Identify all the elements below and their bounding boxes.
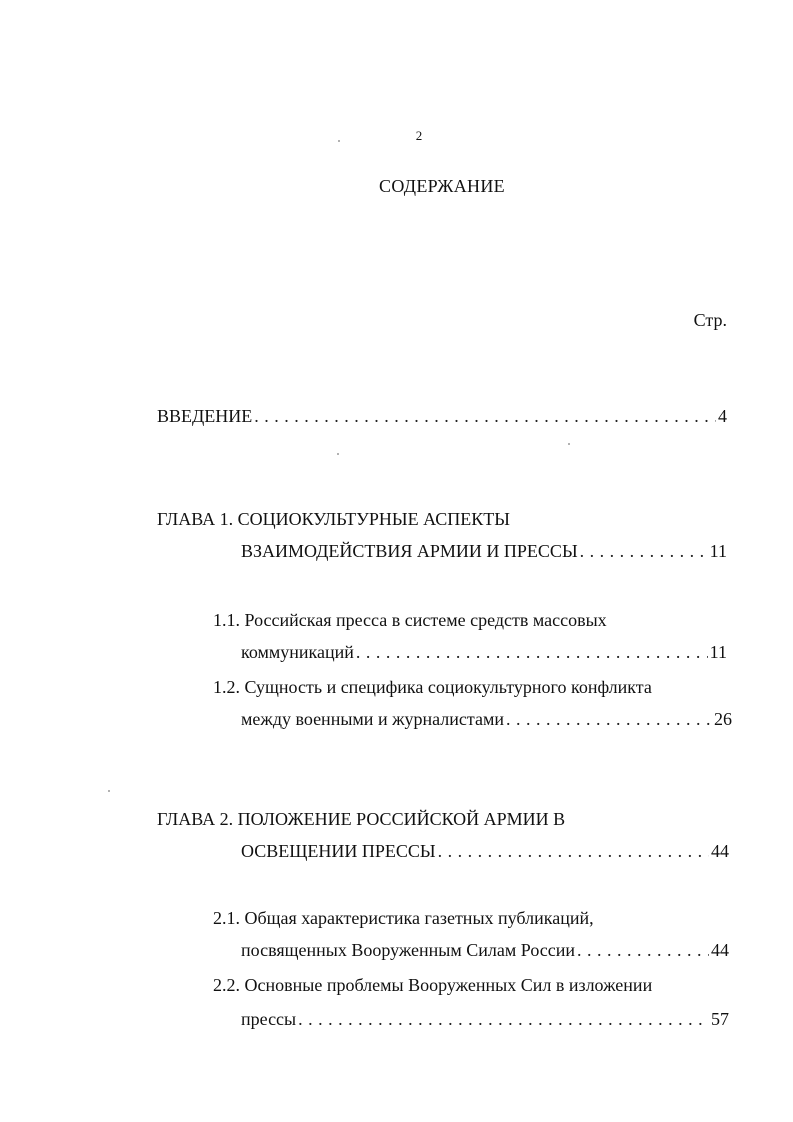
toc-entry-intro bbox=[157, 406, 727, 432]
toc-entry-page: 44 bbox=[711, 940, 729, 960]
toc-entry-page: 26 bbox=[714, 709, 732, 729]
toc-entry-page: 57 bbox=[711, 1009, 729, 1029]
toc-entry-text: ОСВЕЩЕНИИ ПРЕССЫ bbox=[241, 841, 436, 861]
dot-leader bbox=[577, 940, 709, 961]
page-column-label: Стр. bbox=[693, 310, 727, 330]
toc-entry-page: 11 bbox=[709, 541, 727, 561]
toc-chapter1-heading: ГЛАВА 1. СОЦИОКУЛЬТУРНЫЕ АСПЕКТЫ bbox=[157, 509, 510, 529]
toc-entry-text: посвященных Вооруженным Силам России bbox=[241, 940, 576, 960]
toc-entry-text: между военными и журналистами bbox=[241, 709, 504, 729]
toc-section-1-1 bbox=[241, 642, 727, 668]
scan-speck bbox=[108, 790, 110, 792]
toc-chapter1-subheading bbox=[241, 541, 727, 567]
scan-speck bbox=[568, 443, 570, 445]
scan-speck bbox=[338, 140, 340, 142]
toc-chapter2-subheading bbox=[241, 841, 729, 867]
dot-leader bbox=[506, 709, 712, 730]
toc-entry-page: 4 bbox=[718, 406, 727, 426]
toc-section-1-2-heading: 1.2. Сущность и специфика социокультурного конфликта bbox=[213, 677, 652, 697]
dot-leader bbox=[356, 642, 708, 663]
toc-section-2-2-heading: 2.2. Основные проблемы Вооруженных Сил в изложении bbox=[213, 975, 653, 995]
toc-section-1-1-heading: 1.1. Российская пресса в системе средств массовых bbox=[213, 610, 607, 630]
toc-section-1-2 bbox=[241, 709, 732, 735]
page-title: СОДЕРЖАНИЕ bbox=[379, 176, 505, 196]
toc-section-2-2 bbox=[241, 1009, 729, 1035]
toc-entry-text: коммуникаций bbox=[241, 642, 354, 662]
toc-section-2-1-heading: 2.1. Общая характеристика газетных публикаций, bbox=[213, 908, 594, 928]
toc-entry-text: ВЗАИМОДЕЙСТВИЯ АРМИИ И ПРЕССЫ bbox=[241, 541, 578, 561]
scan-speck bbox=[337, 453, 339, 455]
toc-section-2-1 bbox=[241, 940, 729, 966]
dot-leader bbox=[438, 841, 709, 862]
toc-entry-text: ВВЕДЕНИЕ bbox=[157, 406, 253, 426]
toc-entry-text: прессы bbox=[241, 1009, 297, 1029]
toc-chapter2-heading: ГЛАВА 2. ПОЛОЖЕНИЕ РОССИЙСКОЙ АРМИИ В bbox=[157, 809, 566, 829]
page-number: 2 bbox=[415, 128, 423, 143]
dot-leader bbox=[298, 1009, 709, 1030]
dot-leader bbox=[580, 541, 708, 562]
dot-leader bbox=[254, 406, 716, 427]
toc-entry-page: 11 bbox=[709, 642, 727, 662]
toc-entry-page: 44 bbox=[711, 841, 729, 861]
